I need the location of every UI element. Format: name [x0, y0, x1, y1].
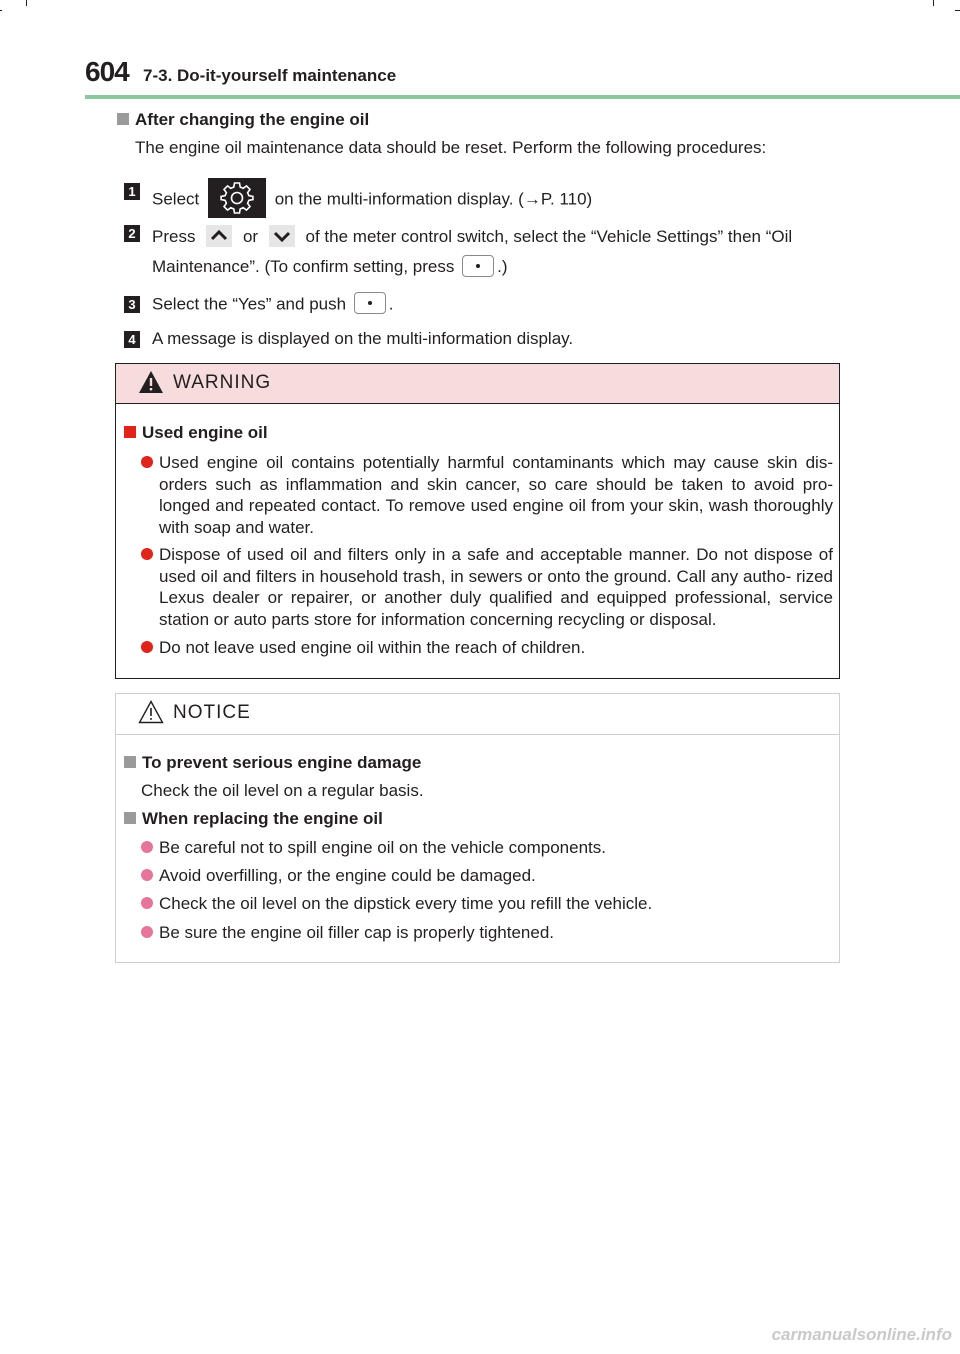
- crop-mark: [933, 0, 934, 6]
- notice-header: [116, 694, 839, 735]
- square-bullet-icon: [124, 812, 136, 824]
- watermark: carmanualsonline.info: [771, 1325, 952, 1344]
- bullet-dot-icon: [141, 926, 153, 938]
- notice-heading: When replacing the engine oil: [124, 809, 383, 829]
- bullet-dot-icon: [141, 548, 153, 560]
- warning-bullet: Used engine oil contains potentially harmful contaminants which may cause skin dis- orders such as inflammation and skin cancer, so care should be taken to avoid pro- longed and repeated contact. To remove used engine oil from your skin, wash thoroughly with soap and water.: [141, 452, 833, 538]
- chevron-up-icon: [206, 225, 232, 247]
- step-number: 3: [124, 296, 140, 313]
- chevron-down-icon: [269, 225, 295, 247]
- warning-box: [115, 363, 840, 679]
- settings-gear-icon: [208, 178, 266, 218]
- warning-triangle-icon: [138, 370, 164, 394]
- warning-bullet: Dispose of used oil and filters only in a safe and acceptable manner. Do not dispose of used oil and filters in household trash, in sewers or onto the ground. Call any autho- rized Lexus dealer or repairer, or another duly qualified and equipped professional, service station or auto parts store for information concerning recycling or disposal.: [141, 544, 833, 630]
- notice-bullet: Avoid overfilling, or the engine could be damaged.: [141, 865, 833, 887]
- square-bullet-icon: [124, 426, 136, 438]
- ok-button-icon: [354, 292, 386, 314]
- warning-bullet: Do not leave used engine oil within the reach of children.: [141, 637, 833, 659]
- step-number: 4: [124, 331, 140, 348]
- page-number: 604: [85, 56, 129, 87]
- crop-mark: [0, 10, 2, 11]
- step-number: 2: [124, 225, 140, 242]
- warning-header: [116, 364, 839, 404]
- crop-mark: [26, 0, 27, 6]
- warning-label: WARNING: [173, 372, 272, 393]
- step-1-text: Select on the multi-information display. (→P. 110): [152, 180, 592, 220]
- warning-heading: Used engine oil: [124, 423, 268, 443]
- step-number: 1: [124, 183, 140, 200]
- step-2-text: Press or of the meter control switch, select the “Vehicle Settings” then “Oil Maintenance”. (To confirm setting, press .): [152, 222, 837, 282]
- section-title: 7-3. Do-it-yourself maintenance: [143, 66, 397, 85]
- notice-bullet: Be sure the engine oil filler cap is properly tightened.: [141, 922, 833, 944]
- caution-triangle-icon: [138, 700, 164, 724]
- notice-heading: To prevent serious engine damage: [124, 753, 421, 773]
- notice-text: Check the oil level on a regular basis.: [141, 781, 424, 800]
- notice-box: [115, 693, 840, 963]
- bullet-dot-icon: [141, 641, 153, 653]
- bullet-dot-icon: [141, 841, 153, 853]
- bullet-dot-icon: [141, 869, 153, 881]
- crop-mark: [955, 10, 960, 11]
- section-intro: The engine oil maintenance data should be reset. Perform the following procedures:: [135, 138, 767, 157]
- bullet-dot-icon: [141, 897, 153, 909]
- bullet-dot-icon: [141, 456, 153, 468]
- notice-label: NOTICE: [173, 702, 251, 723]
- square-bullet-icon: [117, 113, 129, 125]
- notice-bullet: Check the oil level on the dipstick every time you refill the vehicle.: [141, 893, 833, 915]
- notice-bullet: Be careful not to spill engine oil on the vehicle components.: [141, 837, 833, 859]
- square-bullet-icon: [124, 756, 136, 768]
- section-heading: After changing the engine oil: [117, 110, 369, 130]
- ok-button-icon: [462, 255, 494, 277]
- header-rule: [85, 95, 960, 99]
- step-4-text: A message is displayed on the multi-information display.: [152, 329, 574, 348]
- step-3-text: Select the “Yes” and push .: [152, 294, 394, 316]
